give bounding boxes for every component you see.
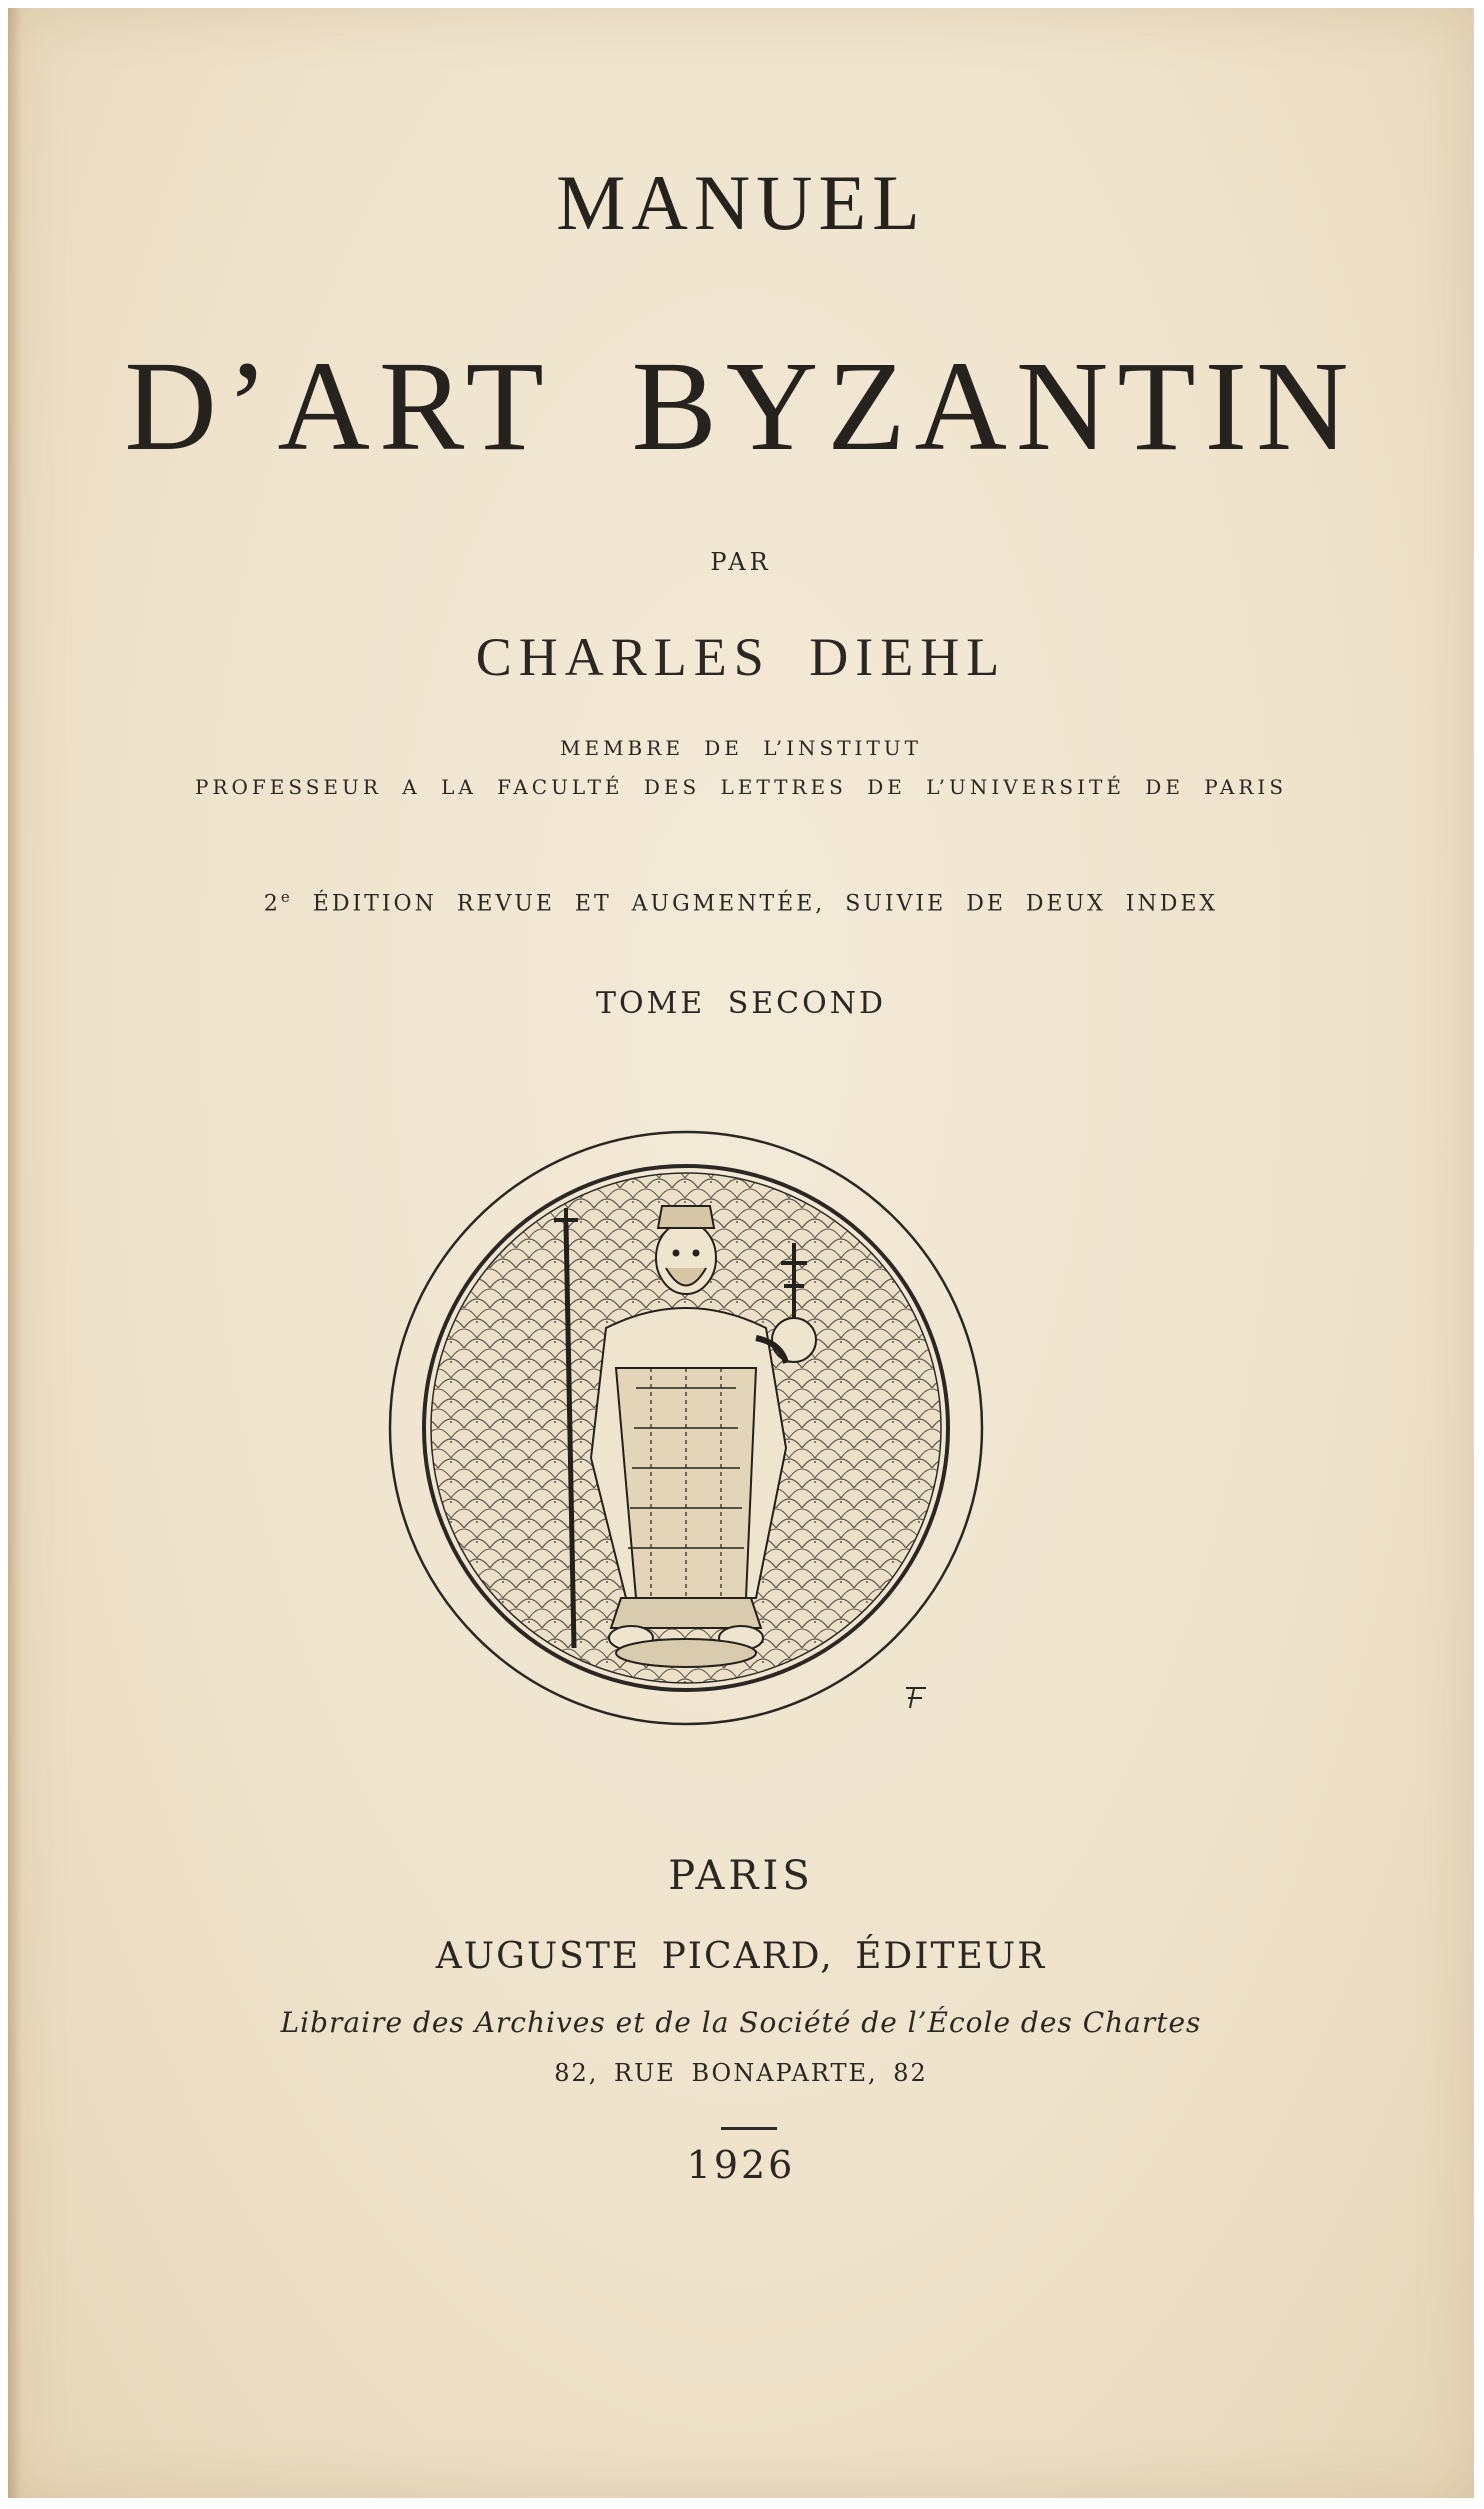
title-line-1: MANUEL — [556, 159, 926, 246]
by-label: PAR — [710, 548, 772, 576]
publisher-address: 82, RUE BONAPARTE, 82 — [554, 2059, 928, 2087]
edition-number: 2 — [263, 891, 281, 917]
title-line-2: D’ART BYZANTIN — [124, 335, 1358, 477]
publisher-note: Libraire des Archives et de la Société de l’École des Chartes — [280, 2006, 1202, 2039]
publication-city: PARIS — [668, 1853, 814, 1899]
divider-rule — [721, 2127, 777, 2130]
publication-year: 1926 — [686, 2143, 796, 2187]
author-membership: MEMBRE DE L’INSTITUT — [560, 736, 922, 760]
edition-line — [8, 888, 1474, 916]
edition-superscript: e — [280, 888, 293, 906]
emperor-medallion-illustration — [386, 1128, 986, 1728]
volume-label: TOME SECOND — [595, 986, 887, 1021]
edition-text: ÉDITION REVUE ET AUGMENTÉE, SUIVIE DE DEUX INDEX — [312, 891, 1219, 917]
author-name: CHARLES DIEHL — [475, 627, 1007, 687]
publisher-name: AUGUSTE PICARD, ÉDITEUR — [435, 1936, 1047, 1977]
author-position: PROFESSEUR A LA FACULTÉ DES LETTRES DE L’UNIVERSITÉ DE PARIS — [194, 775, 1288, 799]
title-page — [8, 8, 1474, 2498]
